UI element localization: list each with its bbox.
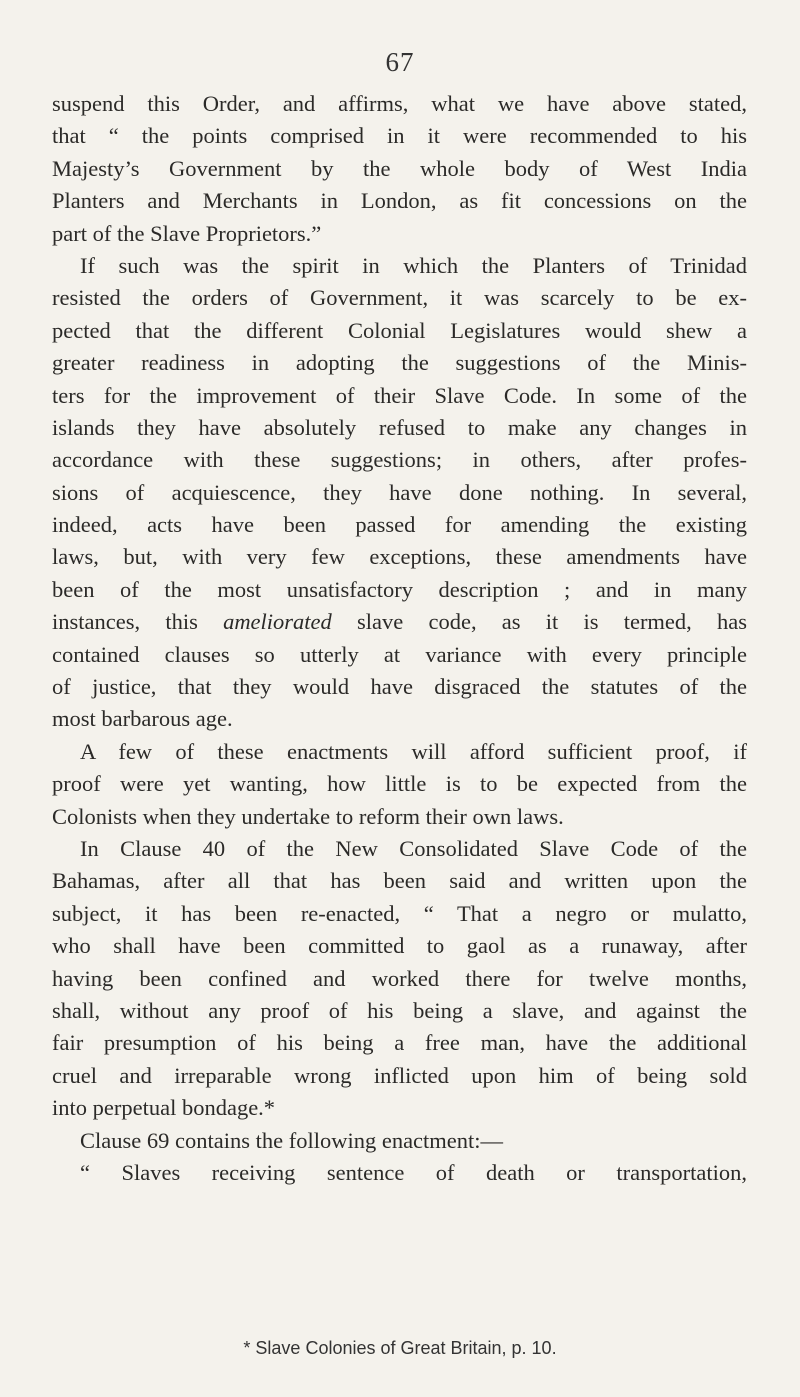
text-line: part of the Slave Proprietors.” — [52, 220, 322, 246]
text-line: been of the most unsatisfactory description ; and in many — [52, 576, 747, 602]
text-line: greater readiness in adopting the suggestions of the Minis- — [52, 350, 747, 376]
text-line: ters for the improvement of their Slave Code. In some of the — [52, 382, 747, 408]
text-line: A few of these enactments will afford sufficient proof, if — [80, 738, 747, 764]
text-line-with-italic — [52, 606, 747, 638]
text-line: having been confined and worked there for twelve months, — [52, 965, 747, 991]
text-line: “ Slaves receiving sentence of death or transportation, — [80, 1159, 747, 1185]
text-line: who shall have been committed to gaol as a runaway, after — [52, 933, 747, 959]
text-line: pected that the different Colonial Legislatures would shew a — [52, 317, 747, 343]
text-line: into perpetual bondage.* — [52, 1095, 276, 1121]
text-line: suspend this Order, and affirms, what we have above stated, — [52, 91, 747, 116]
text-line: accordance with these suggestions; in others, after profes- — [52, 447, 747, 473]
text-line: shall, without any proof of his being a slave, and against the — [52, 997, 747, 1023]
text-line: that “ the points comprised in it were recommended to his — [52, 123, 747, 149]
text-line: Majesty’s Government by the whole body of West India — [52, 155, 747, 181]
text-segment: slave code, as it is termed, has — [331, 609, 748, 635]
text-line: Bahamas, after all that has been said and written upon the — [52, 868, 747, 894]
text-line: laws, but, with very few exceptions, these amendments have — [52, 544, 747, 570]
text-line: proof were yet wanting, how little is to be expected from the — [52, 771, 747, 797]
text-line: Clause 69 contains the following enactment:— — [80, 1127, 504, 1153]
footnote: * Slave Colonies of Great Britain, p. 10. — [243, 1338, 557, 1358]
text-line: Colonists when they undertake to reform their own laws. — [52, 803, 564, 829]
text-line: of justice, that they would have disgraced the statutes of the — [52, 674, 747, 700]
text-line: In Clause 40 of the New Consolidated Slave Code of the — [80, 835, 747, 861]
text-line: If such was the spirit in which the Planters of Trinidad — [80, 252, 747, 278]
text-line: Planters and Merchants in London, as fit concessions on the — [52, 188, 747, 214]
text-line: sions of acquiescence, they have done nothing. In several, — [52, 479, 747, 505]
body-text — [52, 88, 747, 1189]
text-line: resisted the orders of Government, it was scarcely to be ex- — [52, 285, 747, 311]
text-line: most barbarous age. — [52, 706, 233, 732]
text-line: subject, it has been re-enacted, “ That a negro or mulatto, — [52, 900, 747, 926]
page-number: 67 — [385, 47, 415, 77]
text-line: contained clauses so utterly at variance with every principle — [52, 641, 747, 667]
text-line: fair presumption of his being a free man, have the additional — [52, 1030, 747, 1056]
text-line: cruel and irreparable wrong inflicted upon him of being sold — [52, 1062, 747, 1088]
text-line: islands they have absolutely refused to make any changes in — [52, 414, 747, 440]
text-segment: instances, this — [52, 609, 224, 635]
text-line: indeed, acts have been passed for amending the existing — [52, 512, 747, 538]
italic-word: ameliorated — [223, 609, 332, 635]
